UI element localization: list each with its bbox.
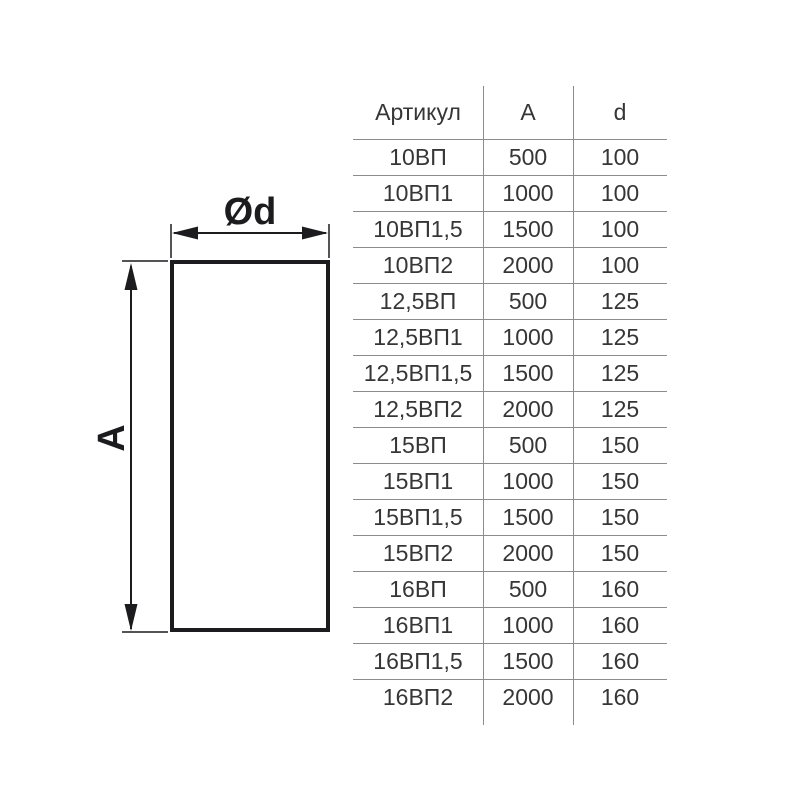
table-cell-d: 125	[573, 283, 667, 319]
table-cell-a: 2000	[502, 683, 554, 710]
table-cell-d: 160	[573, 571, 667, 607]
spec-table-area	[353, 86, 667, 725]
table-cell-a: 500	[483, 283, 573, 319]
table-cell-d: 125	[573, 319, 667, 355]
table-cell-a: 1500	[483, 499, 573, 535]
column-header-a: A	[483, 86, 573, 139]
table-cell-d: 160	[573, 643, 667, 679]
table-cell-a: 2000	[483, 247, 573, 283]
table-cell-article: 12,5ВП1,5	[353, 355, 483, 391]
spec-table	[353, 86, 667, 715]
table-cell-a: 2000	[483, 391, 573, 427]
table-cell-a: 1500	[483, 211, 573, 247]
table-cell-d: 125	[573, 355, 667, 391]
table-cell-d: 100	[573, 175, 667, 211]
table-row	[353, 319, 667, 355]
table-cell-d: 160	[600, 683, 640, 710]
table-cell-d: 150	[573, 535, 667, 571]
table-row	[353, 571, 667, 607]
table-cell-article: 16ВП	[353, 571, 483, 607]
table-cell-a: 1500	[483, 643, 573, 679]
table-cell-article: 15ВП1	[353, 463, 483, 499]
table-cell-d: 160	[573, 607, 667, 643]
table-cell-a: 500	[483, 427, 573, 463]
arrow-down-icon	[125, 604, 138, 631]
table-column-divider-1	[483, 86, 484, 725]
table-row	[353, 211, 667, 247]
table-cell-a: 1000	[483, 607, 573, 643]
diameter-label: Ød	[223, 191, 277, 233]
table-cell-a: 500	[483, 571, 573, 607]
table-cell-a: 1000	[483, 175, 573, 211]
table-cell-a: 500	[483, 139, 573, 175]
table-cell-d: 100	[573, 139, 667, 175]
table-row	[353, 175, 667, 211]
table-row	[353, 463, 667, 499]
product-outline	[172, 262, 328, 630]
table-row	[353, 499, 667, 535]
table-row	[353, 247, 667, 283]
table-cell-article: 10ВП1	[353, 175, 483, 211]
table-cell-article: 15ВП1,5	[353, 499, 483, 535]
table-row	[353, 355, 667, 391]
table-cell-a: 1000	[483, 463, 573, 499]
table-row	[353, 535, 667, 571]
arrow-right-icon	[302, 227, 328, 240]
table-row	[353, 679, 667, 715]
table-row	[353, 139, 667, 175]
table-cell-article: 10ВП1,5	[353, 211, 483, 247]
column-header-article: Артикул	[353, 86, 483, 139]
table-column-divider-2	[573, 86, 574, 725]
table-cell-article: 15ВП2	[353, 535, 483, 571]
height-dimension	[91, 261, 168, 632]
table-cell-d: 125	[573, 391, 667, 427]
column-header-d: d	[573, 86, 667, 139]
table-cell-article: 10ВП2	[353, 247, 483, 283]
table-cell-d: 150	[573, 463, 667, 499]
table-cell-article: 16ВП2	[382, 683, 454, 710]
arrow-left-icon	[172, 227, 198, 240]
height-label: A	[91, 424, 133, 452]
table-cell-article: 15ВП	[353, 427, 483, 463]
table-cell-article: 16ВП1,5	[353, 643, 483, 679]
spec-table-body	[353, 139, 667, 715]
table-cell-article: 12,5ВП2	[353, 391, 483, 427]
table-cell-d: 150	[573, 499, 667, 535]
table-cell-article: 12,5ВП	[353, 283, 483, 319]
table-row	[353, 607, 667, 643]
diameter-dimension	[171, 191, 329, 258]
table-cell-d: 100	[573, 211, 667, 247]
table-cell-a: 1000	[483, 319, 573, 355]
table-row	[353, 391, 667, 427]
table-cell-a: 1500	[483, 355, 573, 391]
table-row	[353, 643, 667, 679]
table-cell-article: 10ВП	[353, 139, 483, 175]
table-cell-d: 100	[573, 247, 667, 283]
table-cell-article: 12,5ВП1	[353, 319, 483, 355]
table-row	[353, 427, 667, 463]
arrow-up-icon	[125, 263, 138, 290]
table-row	[353, 283, 667, 319]
table-cell-article: 16ВП1	[353, 607, 483, 643]
table-cell-d: 150	[573, 427, 667, 463]
table-header-row	[353, 86, 667, 139]
table-cell-a: 2000	[483, 535, 573, 571]
